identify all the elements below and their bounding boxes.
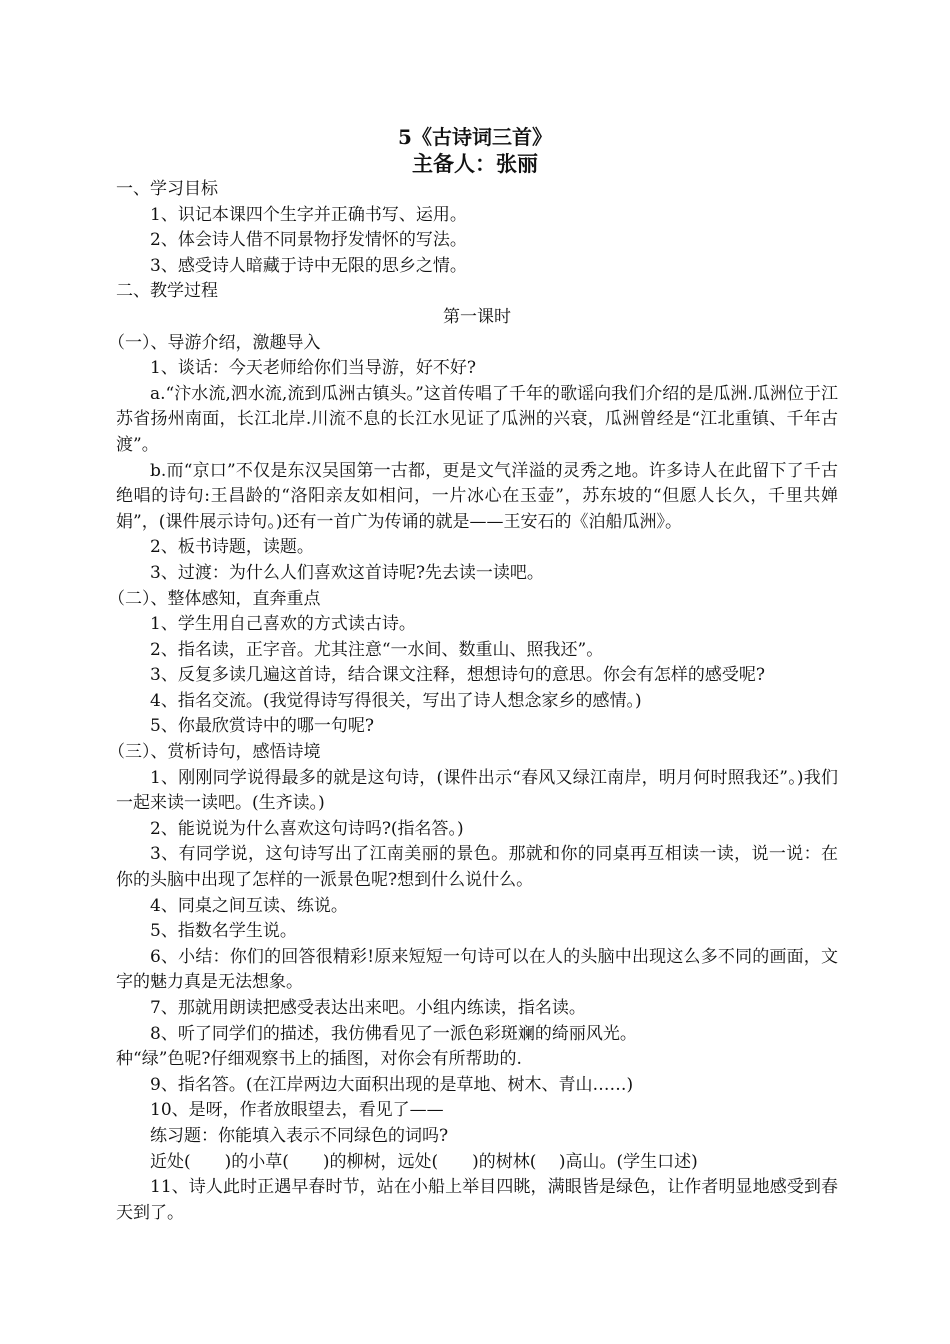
paragraph: 7、那就用朗读把感受表达出来吧。小组内练读，指名读。 xyxy=(150,998,586,1018)
paragraph: 9、指名答。(在江岸两边大面积出现的是草地、树木、青山……) xyxy=(150,1074,634,1095)
document-author: 主备人：张丽 xyxy=(412,151,538,176)
paragraph: 3、反复多读几遍这首诗，结合课文注释，想想诗句的意思。你会有怎样的感受呢? xyxy=(150,665,765,686)
paragraph: 10、是呀，作者放眼望去，看见了—— xyxy=(150,1100,444,1121)
paragraph: 6、小结：你们的回答很精彩!原来短短一句诗可以在人的头脑中出现这么多不同的画面，文字的魅力真是无法想象。 xyxy=(116,946,838,993)
objective-item: 2、体会诗人借不同景物抒发情怀的写法。 xyxy=(150,230,467,251)
paragraph: 1、刚刚同学说得最多的就是这句诗，(课件出示“春风又绿江南岸，明月何时照我还”。)我们一起来读一读吧。(生齐读。) xyxy=(116,767,838,814)
process-heading: 二、教学过程 xyxy=(116,281,218,302)
paragraph: 2、板书诗题，读题。 xyxy=(150,537,314,558)
paragraph: 2、指名读，正字音。尤其注意“一水间、数重山、照我还”。 xyxy=(150,639,604,660)
paragraph: 5、你最欣赏诗中的哪一句呢? xyxy=(150,716,374,737)
paragraph: 5、指数名学生说。 xyxy=(150,921,297,942)
paragraph: 4、指名交流。(我觉得诗写得很关，写出了诗人想念家乡的感情。) xyxy=(150,690,642,711)
paragraph: 2、能说说为什么喜欢这句诗吗?(指名答。) xyxy=(150,818,464,839)
paragraph: 1、学生用自己喜欢的方式读古诗。 xyxy=(150,614,416,635)
exercise-prompt: 练习题：你能填入表示不同绿色的词吗? xyxy=(150,1125,449,1146)
paragraph: a.“汴水流,泗水流,流到瓜洲古镇头。”这首传唱了千年的歌谣向我们介绍的是瓜洲.瓜洲位于江苏省扬州南面，长江北岸.川流不息的长江水见证了瓜洲的兴衰，瓜洲曾经是“江北重镇、千年古渡”。 xyxy=(116,383,838,455)
exercise-blanks: 近处( )的小草( )的柳树，远处( )的树林( )高山。(学生口述) xyxy=(150,1151,698,1172)
paragraph: 1、谈话：今天老师给你们当导游，好不好? xyxy=(150,358,476,379)
objectives-heading: 一、学习目标 xyxy=(116,179,218,199)
part3-heading: （三）、赏析诗句，感悟诗境 xyxy=(108,742,321,763)
document-body xyxy=(108,177,838,1226)
paragraph-fragment: 种“绿”色呢?仔细观察书上的插图，对你会有所帮助的. xyxy=(116,1049,522,1070)
paragraph: 11、诗人此时正遇早春时节，站在小船上举目四眺，满眼皆是绿色，让作者明显地感受到春天到了。 xyxy=(116,1177,838,1223)
document-title: 5《古诗词三首》 xyxy=(398,125,552,149)
paragraph: 8、听了同学们的描述，我仿佛看见了一派色彩斑斓的绮丽风光。 xyxy=(150,1023,637,1044)
part2-heading: （二）、整体感知，直奔重点 xyxy=(108,588,321,609)
paragraph: b.而“京口”不仅是东汉吴国第一古都，更是文气洋溢的灵秀之地。许多诗人在此留下了千古绝唱的诗句:王昌龄的“洛阳亲友如相问，一片冰心在玉壶”，苏东坡的“但愿人长久，千里共婵娟”，(课件展示诗句。)还有一首广为传诵的就是——王安石的《泊船瓜洲》。 xyxy=(116,460,838,532)
paragraph: 3、过渡：为什么人们喜欢这首诗呢?先去读一读吧。 xyxy=(150,562,544,583)
objective-item: 1、识记本课四个生字并正确书写、运用。 xyxy=(150,204,467,225)
lesson-label: 第一课时 xyxy=(443,306,511,327)
part1-heading: （一）、导游介绍，激趣导入 xyxy=(108,332,321,353)
paragraph: 3、有同学说，这句诗写出了江南美丽的景色。那就和你的同桌再互相读一读，说一说：在你的头脑中出现了怎样的一派景色呢?想到什么说什么。 xyxy=(116,844,838,891)
objective-item: 3、感受诗人暗藏于诗中无限的思乡之情。 xyxy=(150,255,467,276)
paragraph: 4、同桌之间互读、练说。 xyxy=(150,895,348,916)
